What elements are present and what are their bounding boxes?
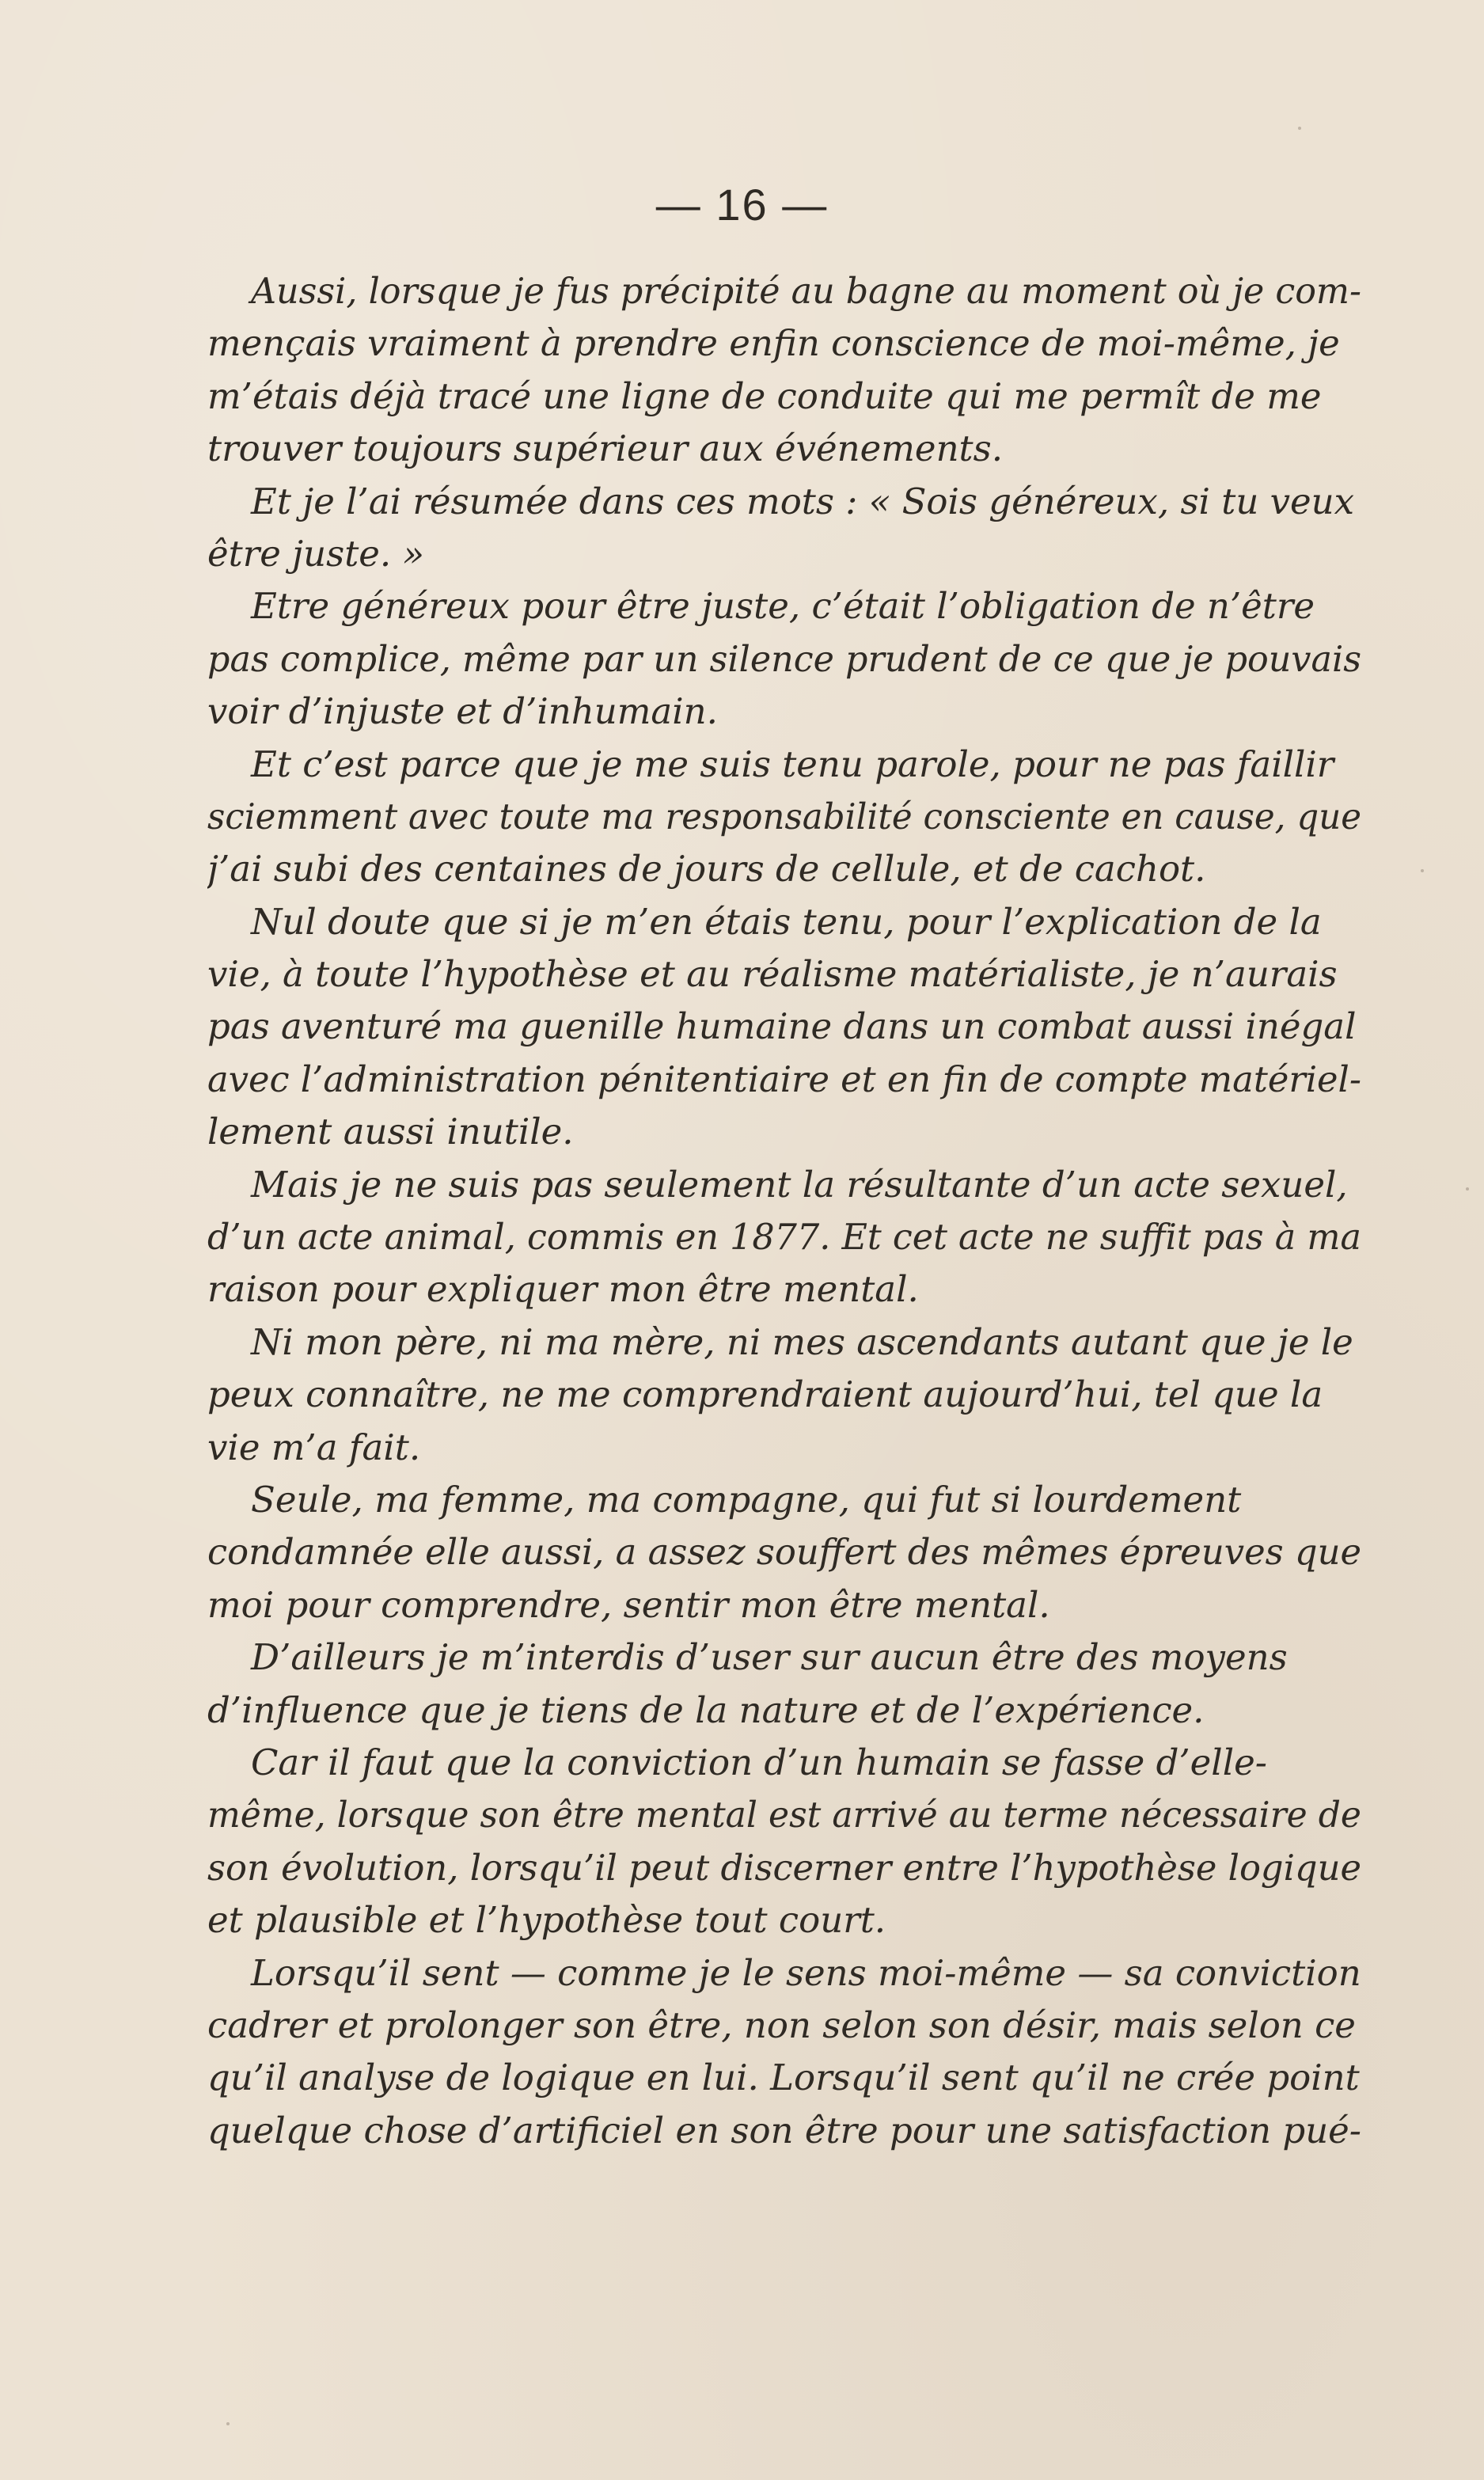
text-line: quelque chose d’artificiel en son être pour une satisfaction pué- xyxy=(207,2109,1361,2151)
text-line: trouver toujours supérieur aux événements. xyxy=(207,427,1004,470)
text-line: peux connaître, ne me comprendraient aujourd’hui, tel que la xyxy=(207,1373,1323,1416)
text-line: sciemment avec toute ma responsabilité consciente en cause, que xyxy=(207,795,1361,837)
text-line: pas aventuré ma guenille humaine dans un combat aussi inégal xyxy=(207,1005,1357,1048)
text-line: qu’il analyse de logique en lui. Lorsqu’il sent qu’il ne crée point xyxy=(207,2057,1360,2099)
text-line: vie, à toute l’hypothèse et au réalisme matérialiste, je n’aurais xyxy=(207,953,1338,996)
text-line: m’étais déjà tracé une ligne de conduite qui me permît de me xyxy=(207,374,1322,417)
text-line: avec l’administration pénitentiaire et en fin de compte matériel- xyxy=(207,1058,1361,1100)
paper-speck xyxy=(1298,127,1301,130)
text-line: condamnée elle aussi, a assez souffert des mêmes épreuves que xyxy=(207,1531,1361,1574)
paper-speck xyxy=(226,2422,230,2425)
text-line: D’ailleurs je m’interdis d’user sur aucun être des moyens xyxy=(251,1636,1288,1679)
text-line: être juste. » xyxy=(207,532,425,575)
text-line: Aussi, lorsque je fus précipité au bagne au moment où je com- xyxy=(251,270,1361,312)
paper-speck xyxy=(1466,1187,1469,1191)
text-line: son évolution, lorsqu’il peut discerner entre l’hypothèse logique xyxy=(207,1846,1361,1889)
text-line: raison pour expliquer mon être mental. xyxy=(207,1268,919,1311)
text-line: Et c’est parce que je me suis tenu parole, pour ne pas faillir xyxy=(251,742,1334,785)
text-line: Etre généreux pour être juste, c’était l’obligation de n’être xyxy=(251,585,1315,628)
text-line: Seule, ma femme, ma compagne, qui fut si lourdement xyxy=(251,1478,1242,1521)
text-line: lement aussi inutile. xyxy=(207,1111,574,1153)
text-line: Lorsqu’il sent — comme je le sens moi-même — sa conviction xyxy=(251,1951,1361,1994)
text-line: moi pour comprendre, sentir mon être mental. xyxy=(207,1583,1050,1626)
text-line: pas complice, même par un silence prudent de ce que je pouvais xyxy=(207,637,1361,680)
text-line: Nul doute que si je m’en étais tenu, pour l’explication de la xyxy=(251,900,1322,943)
text-line: Ni mon père, ni ma mère, ni mes ascendants autant que je le xyxy=(251,1320,1353,1363)
text-line: d’influence que je tiens de la nature et de l’expérience. xyxy=(207,1688,1205,1731)
text-line: même, lorsque son être mental est arrivé au terme nécessaire de xyxy=(207,1794,1361,1836)
text-line: mençais vraiment à prendre enfin conscience de moi-même, je xyxy=(207,322,1340,365)
body-text xyxy=(207,265,1361,2157)
text-line: voir d’injuste et d’inhumain. xyxy=(207,690,718,733)
paper-speck xyxy=(1421,869,1424,872)
text-line: j’ai subi des centaines de jours de cellule, et de cachot. xyxy=(207,848,1206,891)
page-number: — 16 — xyxy=(655,180,829,230)
text-line: cadrer et prolonger son être, non selon son désir, mais selon ce xyxy=(207,2003,1356,2046)
text-line: Car il faut que la conviction d’un humain se fasse d’elle- xyxy=(251,1741,1267,1783)
text-line: Et je l’ai résumée dans ces mots : « Sois généreux, si tu veux xyxy=(251,480,1355,522)
text-line: vie m’a fait. xyxy=(207,1426,421,1468)
text-line: d’un acte animal, commis en 1877. Et cet acte ne suffit pas à ma xyxy=(207,1216,1361,1259)
text-line: et plausible et l’hypothèse tout court. xyxy=(207,1899,886,1942)
text-line: Mais je ne suis pas seulement la résultante d’un acte sexuel, xyxy=(251,1163,1348,1206)
